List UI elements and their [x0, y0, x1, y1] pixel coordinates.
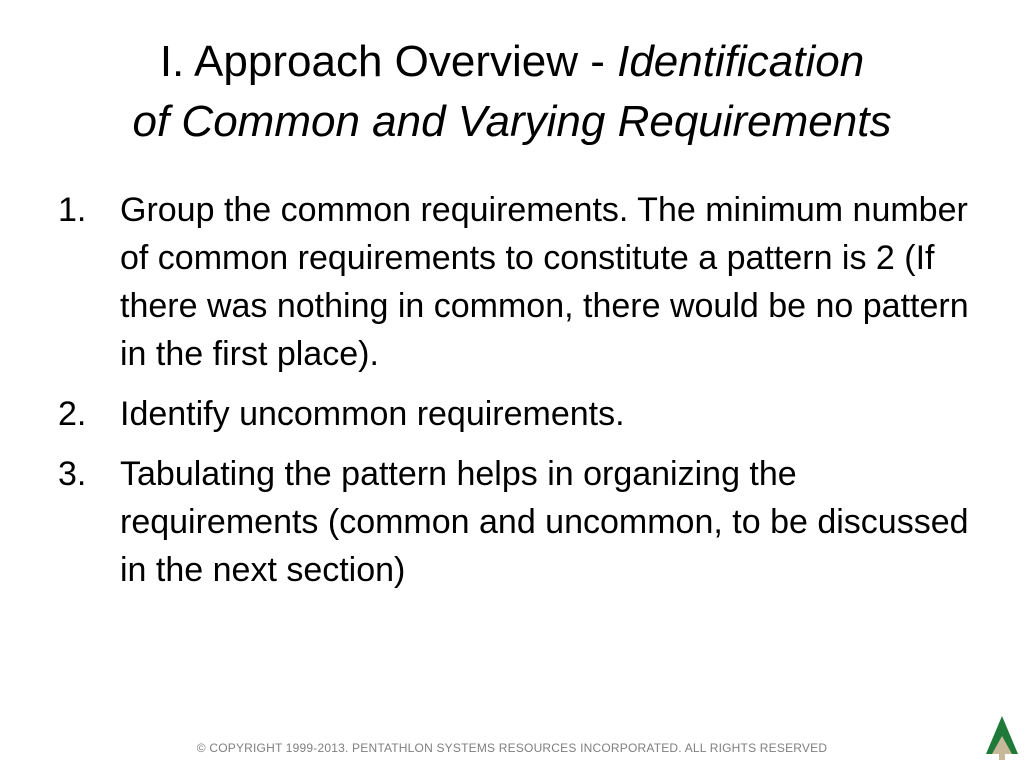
list-item-number: 3.	[58, 455, 87, 493]
title-italic-line2: of Common and Varying Requirements	[132, 97, 892, 146]
list-item	[58, 186, 978, 378]
list-item	[58, 390, 978, 438]
title-regular: I. Approach Overview -	[159, 37, 618, 86]
list-item-number: 2.	[58, 395, 87, 433]
list-item-text: Group the common requirements. The minimum number of common requirements to constitute a pattern is 2 (If there was nothing in common, there would be no pattern in the first place).	[120, 191, 969, 373]
list-item-number: 1.	[58, 191, 87, 229]
list-item-text: Identify uncommon requirements.	[120, 395, 625, 433]
copyright-footer: © COPYRIGHT 1999-2013. PENTATHLON SYSTEMS RESOURCES INCORPORATED. ALL RIGHTS RESERVED	[196, 741, 828, 755]
slide-title	[40, 32, 984, 152]
pentathlon-tree-logo-icon	[984, 714, 1020, 762]
title-italic-line1: Identification	[617, 37, 865, 86]
list-item-text: Tabulating the pattern helps in organizing the requirements (common and uncommon, to be discussed in the next section)	[120, 455, 969, 589]
list-item	[58, 450, 978, 594]
numbered-list	[58, 186, 978, 606]
